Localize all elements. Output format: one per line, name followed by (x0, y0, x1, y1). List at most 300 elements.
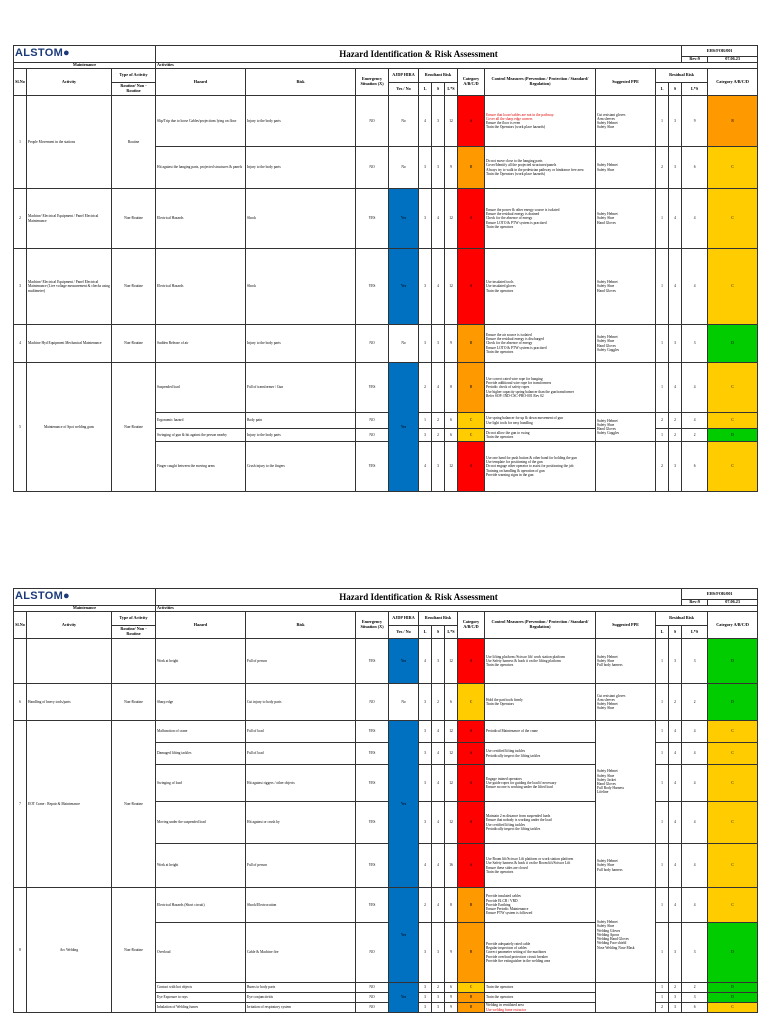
row-hazard: Hit against the hanging parts, projected structures & panels (156, 147, 246, 189)
table-row (14, 639, 758, 684)
table-row (14, 249, 758, 325)
row-control: Ensure the power & other energy source is isolated Ensure the residual energy is drained Check for the absence of energy Ensure LOTO & PTW system is practised Train the operators (485, 189, 596, 249)
row-l: 4 (419, 96, 432, 147)
row-s: 4 (432, 721, 445, 743)
control-line: Ensure that loose/cables are not in the pathway. (486, 112, 555, 117)
row-residual-category: C (708, 147, 758, 189)
row-l: 3 (419, 147, 432, 189)
row-l: 3 (419, 249, 432, 325)
row-emergency: NO (356, 96, 389, 147)
header-control: Control Measures (Prevention / Protection / Standard/ Regulation) (485, 69, 596, 96)
row-rl: 1 (656, 684, 669, 721)
row-rs: 3 (669, 147, 682, 189)
row-l: 4 (419, 639, 432, 684)
row-emergency: NO (356, 325, 389, 363)
row-control (485, 96, 596, 147)
row-s: 3 (432, 147, 445, 189)
row-ppe (596, 983, 656, 1013)
table-row (14, 363, 758, 413)
row-rl: 1 (656, 802, 669, 844)
row-slno: 2 (14, 189, 27, 249)
date: 07.06.23 (708, 57, 758, 63)
row-residual-category: C (708, 249, 758, 325)
row-ajdp: Yes (389, 249, 419, 325)
row-control: Provide insulated cables Provide ELCB / VRD Provide Earthing Ensure Periodic Maintenance Ensure PTW system is followed (485, 888, 596, 923)
row-rls: 3 (682, 639, 708, 684)
row-risk: Hit against riggers / other objects (246, 765, 356, 802)
header-rl: L (656, 626, 669, 639)
row-l: 3 (419, 721, 432, 743)
table-row (14, 721, 758, 743)
row-l: 3 (419, 684, 432, 721)
page-title: Hazard Identification & Risk Assessment (156, 589, 682, 606)
row-ppe: Safety Helmet Safety Shoe Hand Gloves (596, 249, 656, 325)
row-category: A (458, 189, 485, 249)
row-l: 1 (419, 413, 432, 429)
doc-code: EHS/FOR/001 (682, 589, 758, 600)
row-emergency: YES (356, 802, 389, 844)
row-slno: 5 (14, 363, 27, 492)
row-residual-category: D (708, 993, 758, 1003)
header-resultant: Resultant Risk (419, 69, 458, 83)
row-category: B (458, 325, 485, 363)
row-rs: 3 (669, 96, 682, 147)
row-s: 4 (432, 844, 445, 888)
row-ajdp: No (389, 325, 419, 363)
row-category: A (458, 721, 485, 743)
row-risk: Fall of transformer / Gun (246, 363, 356, 413)
row-residual-category: D (708, 684, 758, 721)
row-ls: 12 (445, 765, 458, 802)
row-emergency: NO (356, 413, 389, 429)
row-type: Non-Routine (112, 888, 156, 1013)
row-ajdp: No (389, 684, 419, 721)
row-rl: 1 (656, 639, 669, 684)
row-control: Use certified lifting tackles Periodically inspect the lifting tackles (485, 743, 596, 765)
header-risk: Risk (246, 69, 356, 96)
row-ls: 12 (445, 96, 458, 147)
row-risk: Irritation of respiratory system (246, 1003, 356, 1013)
row-ajdp: Yes (389, 363, 419, 492)
row-hazard: Sudden Release of air (156, 325, 246, 363)
row-category: B (458, 888, 485, 923)
row-risk: Cable & Machine fire (246, 923, 356, 983)
row-rl: 1 (656, 983, 669, 993)
header-resultant: Resultant Risk (419, 612, 458, 626)
row-emergency: NO (356, 147, 389, 189)
row-ppe (596, 442, 656, 492)
row-activity: Machine/ Electrical Equipment / Panel Electrical Maintenance (Live voltage measurement & checks using multimeter) (27, 249, 112, 325)
row-emergency: YES (356, 888, 389, 923)
row-control: Train the operators (485, 993, 596, 1003)
row-risk: Injury to the body parts (246, 325, 356, 363)
row-rls: 4 (682, 844, 708, 888)
row-rls: 6 (682, 442, 708, 492)
row-control: Use correct rated wire rope for hanging Provide additional wire rope for transformers Periodic check of safety ropes Use higher capacity spring balancer than the gun/transformer Refer SOP: IND-CSC-PRO-001 Rev 02 (485, 363, 596, 413)
row-rl: 1 (656, 96, 669, 147)
row-rls: 4 (682, 413, 708, 429)
row-rl: 2 (656, 413, 669, 429)
row-rs: 4 (669, 844, 682, 888)
header-category: Category A/B/C/D (458, 612, 485, 639)
row-emergency: NO (356, 923, 389, 983)
row-rs: 2 (669, 983, 682, 993)
row-emergency: YES (356, 639, 389, 684)
row-ls: 8 (445, 888, 458, 923)
row-hazard: Inhalation of Welding fumes (156, 1003, 246, 1013)
row-slno: 4 (14, 325, 27, 363)
row-ajdp: Yes (389, 189, 419, 249)
row-control: Engage trained operators Use guide ropes for guiding the load if necessary Ensure no one is working under the lifted load (485, 765, 596, 802)
rev: Rev:9 (682, 600, 708, 606)
row-ls: 12 (445, 189, 458, 249)
row-type: Non-Routine (112, 721, 156, 888)
row-rs: 2 (669, 413, 682, 429)
row-rl: 1 (656, 765, 669, 802)
row-rls: 3 (682, 923, 708, 983)
row-emergency: NO (356, 1003, 389, 1013)
doc-code: EHS/FOR/001 (682, 46, 758, 57)
row-ajdp: Yes (389, 983, 419, 1013)
row-hazard: Swinging of gun & hit against the person nearby (156, 429, 246, 442)
row-risk: Shock (246, 249, 356, 325)
row-emergency: YES (356, 765, 389, 802)
row-category: B (458, 923, 485, 983)
row-l: 3 (419, 765, 432, 802)
row-control: Periodical Maintenance of the crane (485, 721, 596, 743)
row-l: 2 (419, 888, 432, 923)
rev: Rev:9 (682, 57, 708, 63)
row-category: A (458, 844, 485, 888)
row-s: 4 (432, 888, 445, 923)
row-residual-category: B (708, 96, 758, 147)
header-s: S (432, 626, 445, 639)
row-hazard: Electrical Hazards (156, 249, 246, 325)
row-ls: 6 (445, 684, 458, 721)
row-risk: Fall of person (246, 639, 356, 684)
row-s: 3 (432, 442, 445, 492)
row-rl: 1 (656, 993, 669, 1003)
row-rl: 1 (656, 249, 669, 325)
row-ls: 6 (445, 429, 458, 442)
row-ls: 12 (445, 802, 458, 844)
row-control: Provide adequately rated cable Regular inspection of cables Correct parameter setting of the machines Provide overload protection circuit breaker Provide fire extinguisher in the welding area (485, 923, 596, 983)
section-maintenance: Maintenance (14, 63, 156, 69)
row-control: Train the operators (485, 983, 596, 993)
control-line: Welding in ventilated area (486, 1003, 524, 1008)
row-category: A (458, 442, 485, 492)
row-rs: 4 (669, 743, 682, 765)
row-hazard: Electrical Hazards (156, 189, 246, 249)
header-residual: Residual Risk (656, 69, 708, 83)
row-rs: 4 (669, 249, 682, 325)
row-slno: 3 (14, 249, 27, 325)
row-category: A (458, 249, 485, 325)
row-rls: 6 (682, 1003, 708, 1013)
header-activity: Activity (27, 69, 112, 96)
row-risk: Crush injury to the fingers (246, 442, 356, 492)
row-category: A (458, 639, 485, 684)
row-slno: 6 (14, 684, 27, 721)
row-s: 3 (432, 96, 445, 147)
header-category-2: Category A/B/C/D (708, 69, 758, 96)
row-rl: 1 (656, 888, 669, 923)
row-ppe: Cut resistant gloves Arm sleeves Safety Helmet Safety Shoe (596, 684, 656, 721)
header-lxs: L*S (445, 626, 458, 639)
row-activity: Arc Welding (27, 888, 112, 1013)
row-emergency: YES (356, 249, 389, 325)
row-control: Ensure the air source is isolated Ensure the residual energy is discharged Check for the absence of energy Ensure LOTO & PTW system is practised Train the operators (485, 325, 596, 363)
row-ls: 9 (445, 1003, 458, 1013)
row-type: Non-Routine (112, 684, 156, 721)
header-yesno: Yes / No (389, 626, 419, 639)
row-s: 3 (432, 1003, 445, 1013)
row-hazard: Ergonomic hazard (156, 413, 246, 429)
header-ajdp: AJDP HIRA (389, 69, 419, 83)
row-activity: EOT Crane : Repair & Maintenance (27, 721, 112, 888)
row-rs: 4 (669, 363, 682, 413)
brand-logo: ALSTOM● (14, 589, 156, 606)
row-rs: 4 (669, 888, 682, 923)
row-residual-category: C (708, 888, 758, 923)
row-rls: 3 (682, 325, 708, 363)
row-risk: Injury to the body parts (246, 96, 356, 147)
row-hazard: Work at height (156, 844, 246, 888)
row-category: C (458, 429, 485, 442)
row-residual-category: C (708, 844, 758, 888)
row-residual-category: C (708, 442, 758, 492)
row-control: Use one hand for push button & other hand for holding the gun Use template for positioning of the gun Do not engage other operator to assist for positioning the job Training on handling & operation of gun Provide warning signs in the gun (485, 442, 596, 492)
row-s: 3 (432, 923, 445, 983)
row-ls: 16 (445, 844, 458, 888)
row-category: B (458, 147, 485, 189)
header-slno: Sl.No (14, 69, 27, 96)
table-row (14, 325, 758, 363)
row-control: Use Boom lift/Scissor Lift platform or work station platform Use Safety harness & hook it on the Boom lift/Scissor Lift Ensure these sides are closed Train the operators (485, 844, 596, 888)
header-emergency: Emergency Situation (X) (356, 612, 389, 639)
row-hazard: Finger caught between the moving arms (156, 442, 246, 492)
header-slno: Sl.No (14, 612, 27, 639)
header-type: Type of Activity (112, 69, 156, 83)
row-rs: 3 (669, 923, 682, 983)
row-hazard: Sharp edge (156, 684, 246, 721)
header-rlxs: L*S (682, 626, 708, 639)
row-rls: 2 (682, 684, 708, 721)
row-rls: 4 (682, 888, 708, 923)
row-s: 3 (432, 639, 445, 684)
row-rls: 4 (682, 802, 708, 844)
row-residual-category: C (708, 802, 758, 844)
header-category: Category A/B/C/D (458, 69, 485, 96)
row-rls: 4 (682, 363, 708, 413)
control-line: Train the Operators (work place hazards) (486, 125, 546, 130)
row-s: 4 (432, 802, 445, 844)
row-ls: 12 (445, 721, 458, 743)
row-type: Routine (112, 96, 156, 189)
row-emergency: YES (356, 442, 389, 492)
row-ppe: Safety Helmet Safety Shoe Welding Gloves Welding Apron Welding Hand Gloves Welding Face shield Nose Welding Nose Mask (596, 888, 656, 983)
header-lxs: L*S (445, 83, 458, 96)
hira-sheet-2 (13, 588, 757, 1013)
row-activity: People Movement in the stations (27, 96, 112, 189)
row-slno: 7 (14, 721, 27, 888)
row-type (112, 639, 156, 684)
row-category: A (458, 802, 485, 844)
control-line: Ensure the floor is even (486, 121, 521, 125)
row-ppe: Safety Helmet Safety Shoe Hand Gloves (596, 189, 656, 249)
row-hazard: Overload (156, 923, 246, 983)
table-row (14, 189, 758, 249)
row-control: Maintain 2 m distance from suspended loads Ensure that nobody is working under the load Use certified lifting tackles Periodically inspect the lifting tackles (485, 802, 596, 844)
row-ajdp: Yes (389, 888, 419, 983)
row-residual-category: D (708, 325, 758, 363)
row-control: Do not allow the gun to swing Train the operators (485, 429, 596, 442)
row-l: 3 (419, 743, 432, 765)
row-ppe: Safety Helmet Safety Shoe Hand Gloves Safety Goggles (596, 413, 656, 442)
header-rs: S (669, 626, 682, 639)
row-rls: 4 (682, 721, 708, 743)
row-rs: 4 (669, 721, 682, 743)
header-category-2: Category A/B/C/D (708, 612, 758, 639)
row-emergency: NO (356, 684, 389, 721)
row-s: 3 (432, 325, 445, 363)
row-hazard: Slip/Trip due to loose Cables/projections lying on floor (156, 96, 246, 147)
row-risk: Shock/Electrocution (246, 888, 356, 923)
row-rs: 2 (669, 429, 682, 442)
row-s: 3 (432, 993, 445, 1003)
row-residual-category: C (708, 363, 758, 413)
row-l: 3 (419, 1003, 432, 1013)
hira-table-1 (13, 45, 758, 492)
row-hazard: Electrical Hazards (Short circuit) (156, 888, 246, 923)
row-s: 2 (432, 413, 445, 429)
row-category: A (458, 96, 485, 147)
row-hazard: Work at height (156, 639, 246, 684)
row-rs: 3 (669, 1003, 682, 1013)
header-activity: Activity (27, 612, 112, 639)
row-emergency: YES (356, 844, 389, 888)
row-rls: 4 (682, 765, 708, 802)
row-rls: 4 (682, 249, 708, 325)
row-rs: 3 (669, 325, 682, 363)
control-line: Use welding fume extractor (486, 1007, 527, 1012)
row-ls: 6 (445, 983, 458, 993)
row-rl: 1 (656, 844, 669, 888)
row-l: 3 (419, 802, 432, 844)
header-control: Control Measures (Prevention / Protection / Standard/ Regulation) (485, 612, 596, 639)
row-ls: 12 (445, 639, 458, 684)
row-ppe: Safety Helmet Safety Shoe Full body harness (596, 844, 656, 888)
row-residual-category: C (708, 189, 758, 249)
header-ppe: Suggested PPE (596, 69, 656, 96)
section-maintenance: Maintenance (14, 606, 156, 612)
row-ppe: Safety Helmet Safety Shoe (596, 147, 656, 189)
row-ppe: Safety Helmet Safety Shoe Full body harness (596, 639, 656, 684)
row-control: Use spring balancer for up & down movement of gun Use light tools for easy handling (485, 413, 596, 429)
row-ajdp: Yes (389, 721, 419, 888)
row-ppe: Safety Helmet Safety Shoe Safety Jacket Hand Gloves Full Body Harness Lifeline (596, 721, 656, 844)
row-control: Use insulated tools Use insulated gloves Train the operators (485, 249, 596, 325)
header-rs: S (669, 83, 682, 96)
row-type: Non-Routine (112, 189, 156, 249)
row-s: 2 (432, 983, 445, 993)
row-ls: 8 (445, 363, 458, 413)
row-residual-category: D (708, 983, 758, 993)
row-rs: 4 (669, 802, 682, 844)
row-rl: 1 (656, 721, 669, 743)
row-s: 4 (432, 765, 445, 802)
row-ajdp: Yes (389, 639, 419, 684)
row-l: 4 (419, 442, 432, 492)
row-rs: 4 (669, 189, 682, 249)
row-residual-category: C (708, 413, 758, 429)
brand-logo: ALSTOM● (14, 46, 156, 63)
row-control (485, 1003, 596, 1013)
row-control: Do not move close to the hanging parts Cover/Identify all the projected structures/panels Always try to walk in the pedestrian pathway or hindrance free area Train the Operators (work place hazards) (485, 147, 596, 189)
row-rls: 6 (682, 147, 708, 189)
row-risk: Fall of person (246, 844, 356, 888)
row-ls: 9 (445, 993, 458, 1003)
header-routine: Routine/ Non - Routine (112, 83, 156, 96)
row-risk: Body pain (246, 413, 356, 429)
row-rs: 2 (669, 684, 682, 721)
row-hazard: Swinging of load (156, 765, 246, 802)
section-activities: Activities (156, 63, 758, 69)
row-l: 3 (419, 923, 432, 983)
row-risk: Cut injury to body parts (246, 684, 356, 721)
header-routine: Routine/ Non - Routine (112, 626, 156, 639)
row-residual-category: D (708, 923, 758, 983)
header-l: L (419, 83, 432, 96)
row-emergency: YES (356, 363, 389, 413)
row-residual-category: C (708, 765, 758, 802)
row-type: Non-Routine (112, 249, 156, 325)
row-risk: Hit against or crush by (246, 802, 356, 844)
row-s: 4 (432, 249, 445, 325)
row-rl: 2 (656, 1003, 669, 1013)
row-risk: Fall of load (246, 743, 356, 765)
row-residual-category: C (708, 721, 758, 743)
row-ls: 9 (445, 923, 458, 983)
row-rls: 4 (682, 743, 708, 765)
header-rlxs: L*S (682, 83, 708, 96)
row-l: 3 (419, 189, 432, 249)
row-hazard: Suspended load (156, 363, 246, 413)
row-l: 2 (419, 363, 432, 413)
header-l: L (419, 626, 432, 639)
row-hazard: Contact with hot objects (156, 983, 246, 993)
row-risk: Burns to body parts (246, 983, 356, 993)
section-activities: Activities (156, 606, 758, 612)
row-rls: 9 (682, 96, 708, 147)
row-l: 3 (419, 993, 432, 1003)
row-emergency: YES (356, 721, 389, 743)
row-emergency: NO (356, 429, 389, 442)
row-category: C (458, 684, 485, 721)
row-ppe: Cut resistant gloves Arm sleeves Safety Helmet Safety Shoe (596, 96, 656, 147)
header-emergency: Emergency Situation (X) (356, 69, 389, 96)
row-category: C (458, 983, 485, 993)
row-hazard: Malfunction of crane (156, 721, 246, 743)
header-hazard: Hazard (156, 612, 246, 639)
row-category: A (458, 743, 485, 765)
row-hazard: Damaged lifting tackles (156, 743, 246, 765)
row-category: C (458, 413, 485, 429)
row-hazard: Eye Exposure to rays (156, 993, 246, 1003)
row-rls: 2 (682, 983, 708, 993)
row-emergency: NO (356, 983, 389, 993)
row-ls: 12 (445, 743, 458, 765)
